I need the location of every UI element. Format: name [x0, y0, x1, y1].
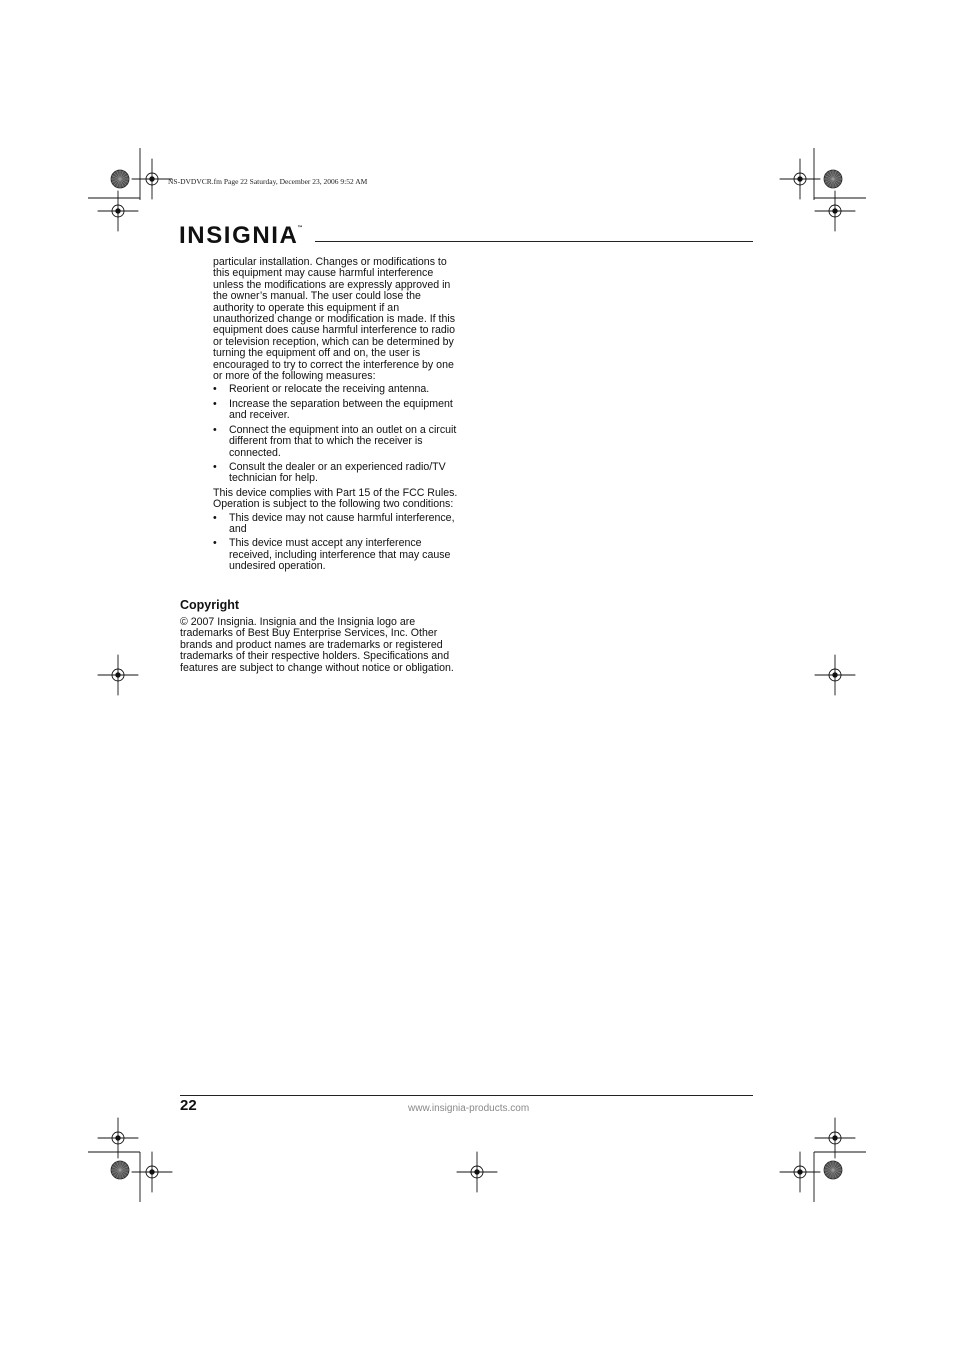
color-target-icon	[824, 1161, 842, 1179]
list-item: • This device may not cause harmful interference, and	[213, 513, 463, 536]
insignia-logo	[179, 222, 303, 250]
registration-crosshair-icon	[815, 191, 856, 232]
registration-crosshair-icon	[132, 159, 173, 200]
color-target-icon	[111, 170, 129, 188]
list-item: • Increase the separation between the equipment and receiver.	[213, 399, 463, 422]
header-rule	[315, 241, 753, 242]
copyright-text: © 2007 Insignia. Insignia and the Insignia logo are trademarks of Best Buy Enterprise Services, Inc. Other brands and product names are trademarks or registered trademarks of their respective holders. Specifications and features are subject to change without notice or obligation.	[180, 616, 454, 674]
registration-crosshair-icon	[457, 1152, 498, 1193]
footer-rule	[180, 1095, 753, 1096]
footer-url: www.insignia-products.com	[408, 1103, 530, 1114]
list-item: • Connect the equipment into an outlet on a circuit different from that to which the receiver is connected.	[213, 425, 463, 459]
registration-crosshair-icon	[815, 655, 856, 696]
registration-crosshair-icon	[132, 1152, 173, 1193]
file-slug: NS-DVDVCR.fm Page 22 Saturday, December 23, 2006 9:52 AM	[168, 177, 368, 186]
fcc-paragraph-2: This device complies with Part 15 of the FCC Rules. Operation is subject to the following two conditions:	[213, 486, 458, 511]
registration-crosshair-icon	[98, 655, 139, 696]
copyright-heading: Copyright	[180, 598, 240, 612]
page-number: 22	[180, 1097, 197, 1114]
fcc-section	[213, 257, 463, 576]
trademark-symbol: ™	[297, 225, 303, 231]
list-item: • This device must accept any interference received, including interference that may cause undesired operation.	[213, 538, 463, 572]
logo-text: INSIGNIA	[179, 222, 299, 249]
fcc-paragraph-1: particular installation. Changes or modifications to this equipment may cause harmful interference unless the modifications are expressly approved in the owner’s manual. The user could lose the authority to operate this equipment if an unauthorized change or modification is made. If this equipment does cause harmful interference to radio or television reception, which can be determined by turning the equipment off and on, the user is encouraged to try to correct the interference by one or more of the following measures:	[213, 256, 456, 383]
measures-list	[213, 384, 463, 484]
color-target-icon	[824, 170, 842, 188]
list-item: • Reorient or relocate the receiving antenna.	[213, 384, 463, 395]
color-target-icon	[111, 1161, 129, 1179]
conditions-list	[213, 513, 463, 573]
registration-crosshair-icon	[98, 191, 139, 232]
list-item: • Consult the dealer or an experienced radio/TV technician for help.	[213, 462, 463, 485]
